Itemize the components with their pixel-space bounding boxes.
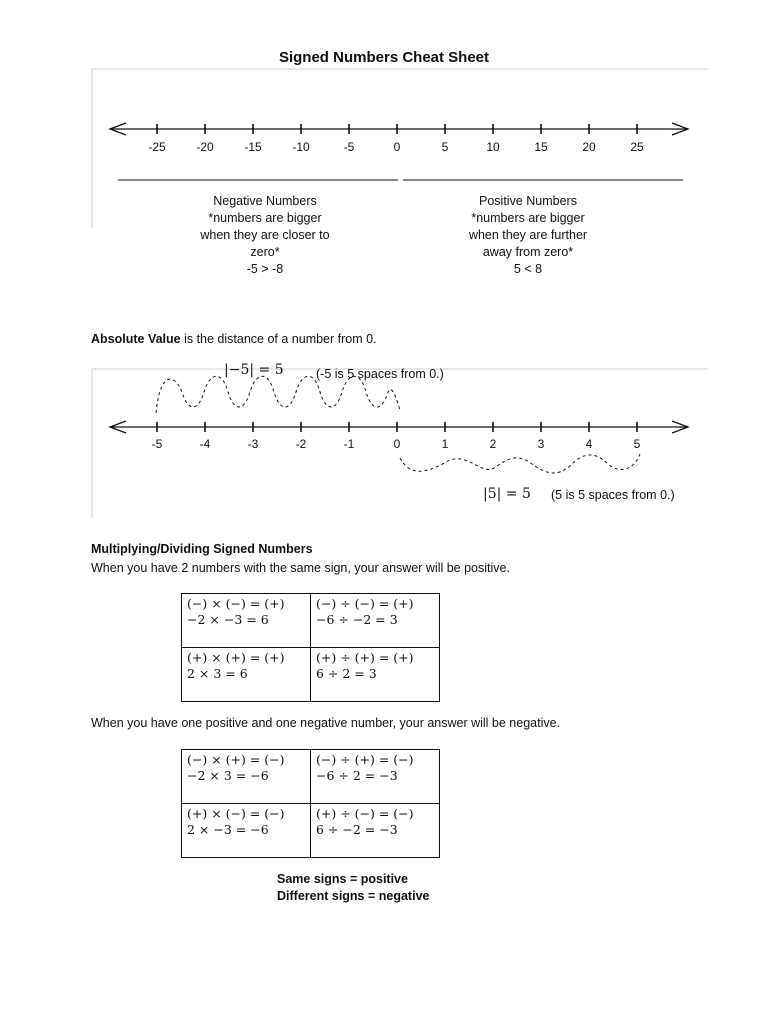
table-row — [182, 750, 440, 804]
table-cell — [182, 750, 311, 804]
sign-rule: (−) ÷ (−) = (+) — [316, 596, 414, 611]
sign-example: 6 ÷ −2 = −3 — [316, 822, 398, 837]
table-cell — [311, 648, 440, 702]
tick-label: 2 — [489, 437, 497, 451]
negative-line: *numbers are bigger — [208, 211, 322, 225]
positive-numbers-note — [443, 193, 613, 278]
table-cell — [182, 594, 311, 648]
absolute-value-term: Absolute Value — [91, 332, 181, 346]
table-row — [182, 804, 440, 858]
tick-label: 15 — [534, 140, 548, 154]
sign-rule: (−) × (−) = (+) — [187, 596, 285, 611]
tick-label: -20 — [196, 140, 214, 154]
sign-rule: (−) × (+) = (−) — [187, 752, 285, 767]
tick-label: -4 — [199, 437, 211, 451]
negative-line: when they are closer to — [200, 228, 330, 242]
number-line-2 — [110, 421, 688, 451]
number-line-1 — [110, 123, 688, 154]
summary-same: Same signs = positive — [277, 872, 408, 886]
positive-title: Positive Numbers — [479, 194, 577, 208]
absolute-value-text: is the distance of a number from 0. — [180, 332, 377, 346]
tick-label: 20 — [582, 140, 596, 154]
sign-rule: (+) × (−) = (−) — [187, 806, 285, 821]
positive-line: away from zero* — [482, 245, 574, 259]
sign-rule: (+) ÷ (−) = (−) — [316, 806, 414, 821]
sign-example: −6 ÷ −2 = 3 — [316, 612, 398, 627]
positive-example: 5 < 8 — [513, 262, 543, 276]
positive-line: *numbers are bigger — [471, 211, 585, 225]
sign-example: −6 ÷ 2 = −3 — [316, 768, 398, 783]
tick-label: -10 — [292, 140, 310, 154]
tick-label: -25 — [148, 140, 166, 154]
same-sign-table — [181, 593, 440, 702]
tick-label: -15 — [244, 140, 262, 154]
table-cell — [182, 648, 311, 702]
tick-label: 25 — [630, 140, 644, 154]
tick-label: 5 — [633, 437, 641, 451]
number-line-section — [0, 60, 768, 230]
table-cell — [311, 804, 440, 858]
tick-label: -2 — [295, 437, 307, 451]
table-cell — [182, 804, 311, 858]
summary-different: Different signs = negative — [277, 889, 430, 903]
negative-title: Negative Numbers — [213, 194, 317, 208]
tick-label: -5 — [151, 437, 163, 451]
abs-pos-note: (5 is 5 spaces from 0.) — [551, 488, 675, 502]
table-cell — [311, 750, 440, 804]
sign-example: −2 × −3 = 6 — [187, 612, 269, 627]
table-row — [182, 648, 440, 702]
sign-example: 2 × −3 = −6 — [187, 822, 269, 837]
tick-label: 0 — [393, 140, 401, 154]
tick-label: 5 — [441, 140, 449, 154]
tick-label: 4 — [585, 437, 593, 451]
table-cell — [311, 594, 440, 648]
sign-rule: (+) × (+) = (+) — [187, 650, 285, 665]
different-sign-rule: When you have one positive and one negative number, your answer will be negative. — [91, 716, 561, 730]
same-sign-rule: When you have 2 numbers with the same sign, your answer will be positive. — [91, 561, 510, 575]
tick-label: -3 — [247, 437, 259, 451]
abs-pos-label: |5| = 5 — [483, 486, 531, 502]
sign-example: −2 × 3 = −6 — [187, 768, 269, 783]
positive-distance-wave — [400, 454, 640, 473]
different-sign-table — [181, 749, 440, 858]
sign-rule: (−) ÷ (+) = (−) — [316, 752, 414, 767]
tick-label: 1 — [441, 437, 449, 451]
tick-label: 10 — [486, 140, 500, 154]
page-title: Signed Numbers Cheat Sheet — [278, 49, 490, 66]
mult-div-heading: Multiplying/Dividing Signed Numbers — [91, 542, 313, 556]
negative-numbers-note — [180, 193, 350, 278]
negative-example: -5 > -8 — [246, 262, 284, 276]
absolute-value-definition — [91, 331, 377, 348]
tick-label: -1 — [343, 437, 355, 451]
positive-line: when they are further — [468, 228, 588, 242]
sign-example: 6 ÷ 2 = 3 — [316, 666, 377, 681]
negative-line: zero* — [250, 245, 280, 259]
abs-neg-label: |−5| = 5 — [224, 362, 284, 378]
tick-label: 3 — [537, 437, 545, 451]
sign-rule: (+) ÷ (+) = (+) — [316, 650, 414, 665]
tick-label: -5 — [343, 140, 355, 154]
table-row — [182, 594, 440, 648]
abs-neg-note: (-5 is 5 spaces from 0.) — [316, 367, 444, 381]
sign-example: 2 × 3 = 6 — [187, 666, 248, 681]
tick-label: 0 — [393, 437, 401, 451]
